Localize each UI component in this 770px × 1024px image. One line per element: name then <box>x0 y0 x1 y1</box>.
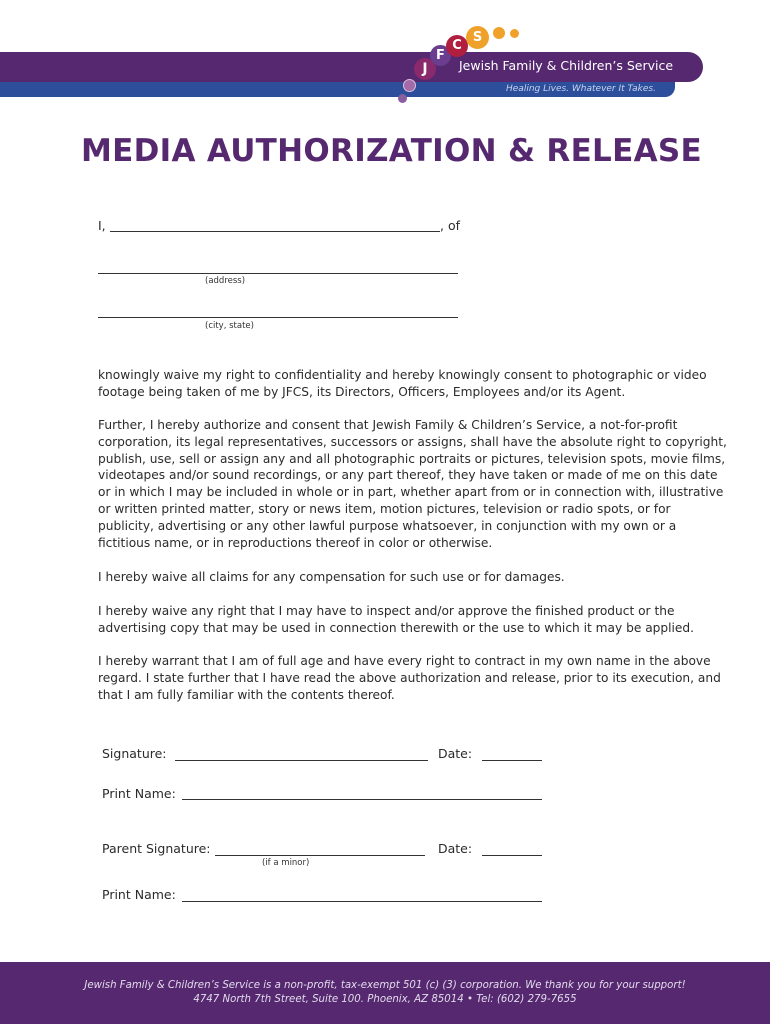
if-minor-caption: (if a minor) <box>262 858 310 868</box>
paragraph-authorization: Further, I hereby authorize and consent that Jewish Family & Children’s Service, a not-for-profit corporation, its legal representatives, successors or assigns, shall have the absolute right to copyright, publish, use, sell or assign any and all photographic portraits or pictures, television spots, movie films, videotapes and/or sound recordings, or any part thereof, they have taken or made of me on this date or in which I may be included in whole or in part, whether apart from or in connection with, illustrative or written printed matter, story or news item, motion pictures, television or radio spots, or for publicity, advertising or any other lawful purpose whatsoever, in conjunction with my own or a fictitious name, or in reproductions thereof in color or otherwise. <box>98 418 727 550</box>
logo-circle-s <box>466 26 489 49</box>
logo-circle-c <box>446 35 468 57</box>
footer-band <box>0 962 770 1024</box>
org-name: Jewish Family & Children’s Service <box>459 58 674 73</box>
parent-print-name-field-line[interactable] <box>182 901 542 902</box>
tagline: Healing Lives. Whatever It Takes. <box>506 84 656 94</box>
parent-date-label: Date: <box>438 841 473 856</box>
date-label: Date: <box>438 746 473 761</box>
parent-signature-label: Parent Signature: <box>102 841 211 856</box>
name-prefix: I, <box>98 218 106 233</box>
logo-letter-c: C <box>452 38 462 53</box>
name-field-line[interactable] <box>110 231 440 232</box>
logo-dot-1 <box>493 27 505 39</box>
logo-dot-4 <box>398 94 407 103</box>
footer-nonprofit-text: Jewish Family & Children’s Service is a non-profit, tax-exempt 501 (c) (3) corporation. We thank you for your support! <box>84 980 686 991</box>
print-name-field-line[interactable] <box>182 799 542 800</box>
logo-letter-f: F <box>436 48 445 63</box>
name-suffix: , of <box>440 218 460 233</box>
document-title: MEDIA AUTHORIZATION & RELEASE <box>81 133 702 169</box>
address-field-line[interactable] <box>98 273 458 274</box>
paragraph-waive-claims: I hereby waive all claims for any compensation for such use or for damages. <box>98 570 565 584</box>
paragraph-consent: knowingly waive my right to confidentiality and hereby knowingly consent to photographic or video footage being taken of me by JFCS, its Directors, Officers, Employees and/or its Agent. <box>98 368 707 399</box>
logo-letter-s: S <box>472 30 483 45</box>
paragraph-warranty: I hereby warrant that I am of full age and have every right to contract in my own name in the above regard. I state further that I have read the above authorization and release, prior to its execution, and that I am fully familiar with the contents thereof. <box>98 654 721 702</box>
print-name-label: Print Name: <box>102 786 176 801</box>
footer-address-text: 4747 North 7th Street, Suite 100. Phoenix, AZ 85014 • Tel: (602) 279-7655 <box>193 994 577 1005</box>
signature-label: Signature: <box>102 746 167 761</box>
logo-dot-2 <box>510 29 519 38</box>
address-caption: (address) <box>205 276 246 286</box>
logo-letter-j: J <box>422 61 428 77</box>
logo-dot-3 <box>403 79 416 92</box>
signature-field-line[interactable] <box>175 760 428 761</box>
city-state-caption: (city, state) <box>205 321 254 331</box>
parent-date-field-line[interactable] <box>482 855 542 856</box>
date-field-line[interactable] <box>482 760 542 761</box>
parent-print-name-label: Print Name: <box>102 887 176 902</box>
city-state-field-line[interactable] <box>98 317 458 318</box>
parent-signature-field-line[interactable] <box>215 855 425 856</box>
paragraph-waive-inspection: I hereby waive any right that I may have to inspect and/or approve the finished product or the advertising copy that may be used in connection therewith or the use to which it may be applied. <box>98 604 695 635</box>
